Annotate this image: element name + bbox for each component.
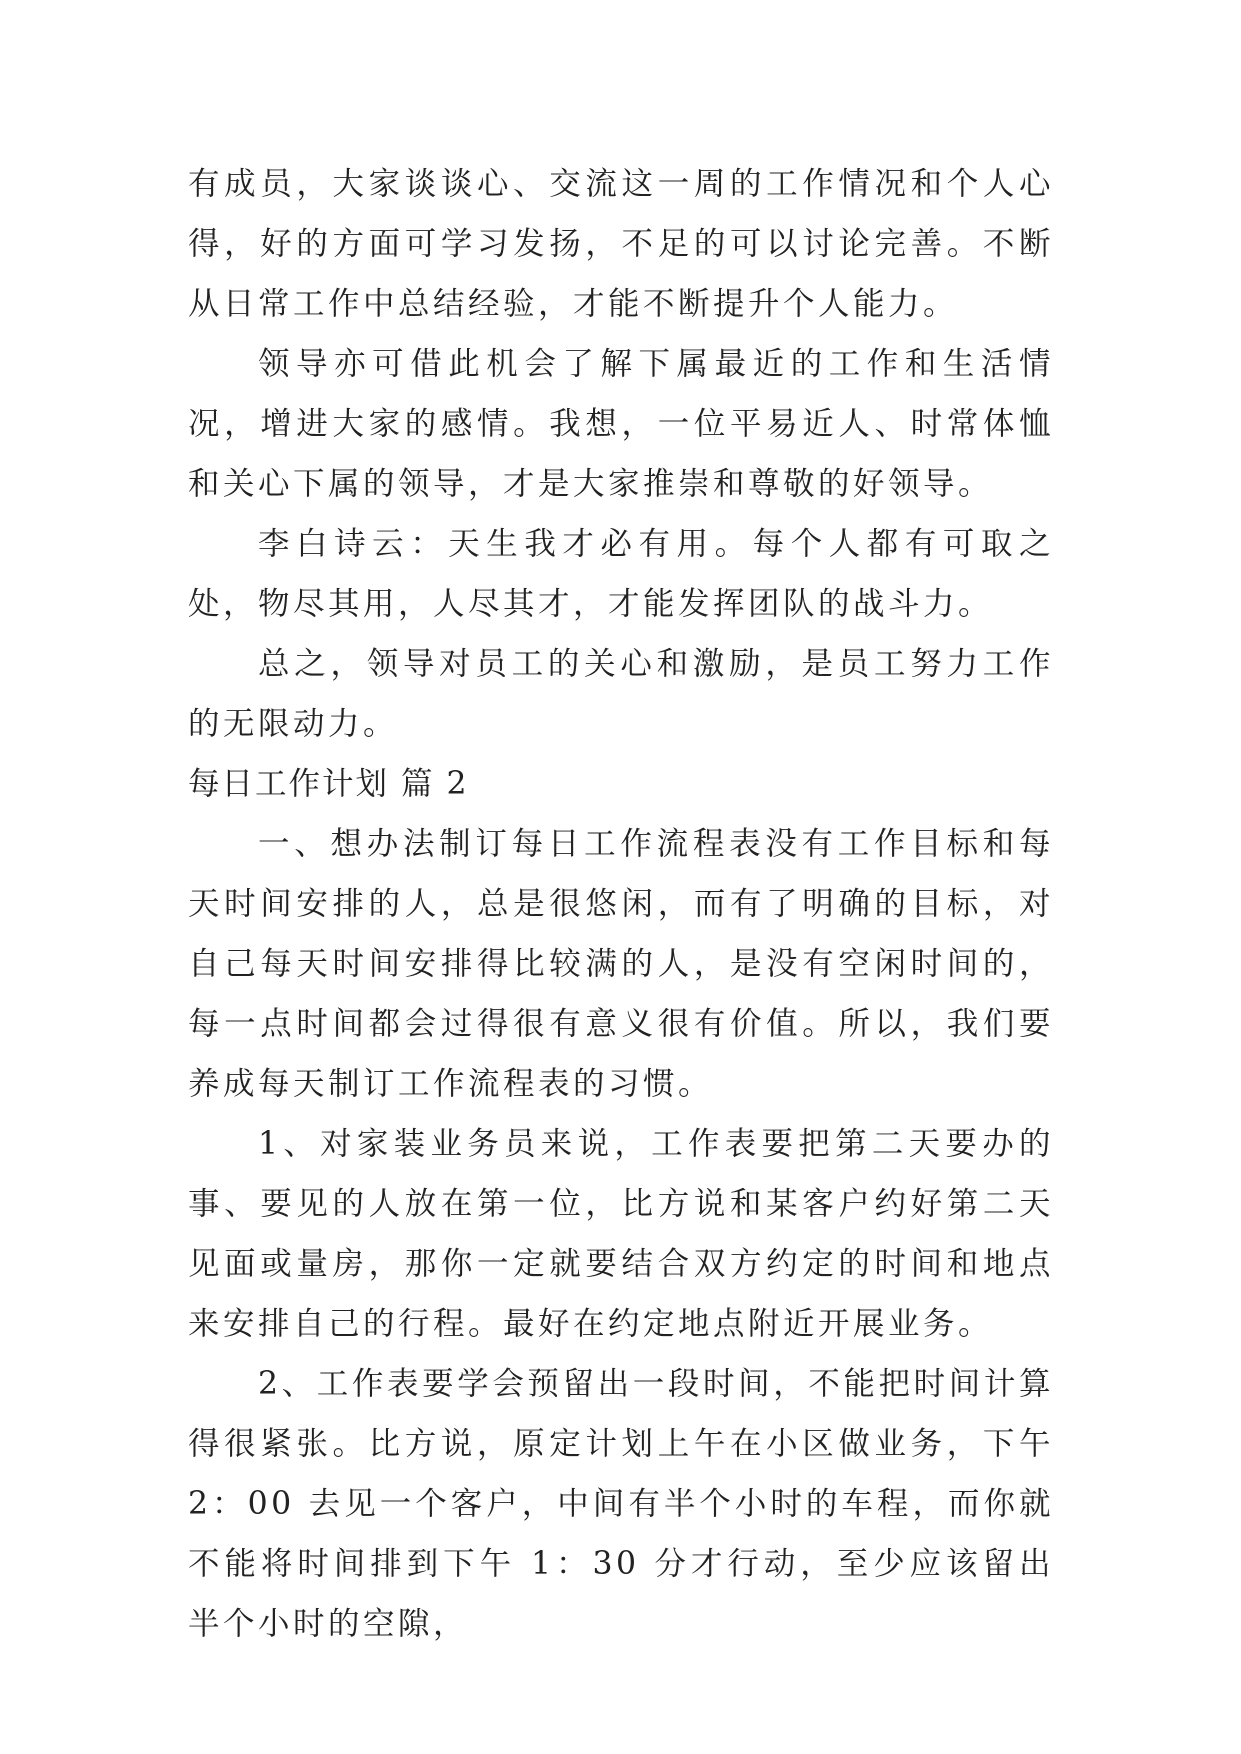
paragraph-3: 李白诗云：天生我才必有用。每个人都有可取之处，物尽其用，人尽其才，才能发挥团队的战斗力。 — [188, 526, 1054, 622]
paragraph-4: 总之，领导对员工的关心和激励，是员工努力工作的无限动力。 — [188, 646, 1054, 742]
section-heading: 每日工作计划 篇 2 — [188, 766, 469, 802]
document-page — [188, 154, 1054, 1654]
paragraph-1: 有成员，大家谈谈心、交流这一周的工作情况和个人心得，好的方面可学习发扬，不足的可以讨论完善。不断从日常工作中总结经验，才能不断提升个人能力。 — [188, 166, 1054, 322]
paragraph-2: 领导亦可借此机会了解下属最近的工作和生活情况，增进大家的感情。我想，一位平易近人、时常体恤和关心下属的领导，才是大家推崇和尊敬的好领导。 — [188, 346, 1054, 502]
section-paragraph-3: 2、工作表要学会预留出一段时间，不能把时间计算得很紧张。比方说，原定计划上午在小区做业务，下午 2：00 去见一个客户，中间有半个小时的车程，而你就不能将时间排到下午 1：30 分才行动，至少应该留出半个小时的空隙， — [188, 1366, 1054, 1642]
section-paragraph-1: 一、想办法制订每日工作流程表没有工作目标和每天时间安排的人，总是很悠闲，而有了明确的目标，对自己每天时间安排得比较满的人，是没有空闲时间的，每一点时间都会过得很有意义很有价值。所以，我们要养成每天制订工作流程表的习惯。 — [188, 826, 1054, 1102]
section-paragraph-2: 1、对家装业务员来说，工作表要把第二天要办的事、要见的人放在第一位，比方说和某客户约好第二天见面或量房，那你一定就要结合双方约定的时间和地点来安排自己的行程。最好在约定地点附近开展业务。 — [188, 1126, 1054, 1342]
